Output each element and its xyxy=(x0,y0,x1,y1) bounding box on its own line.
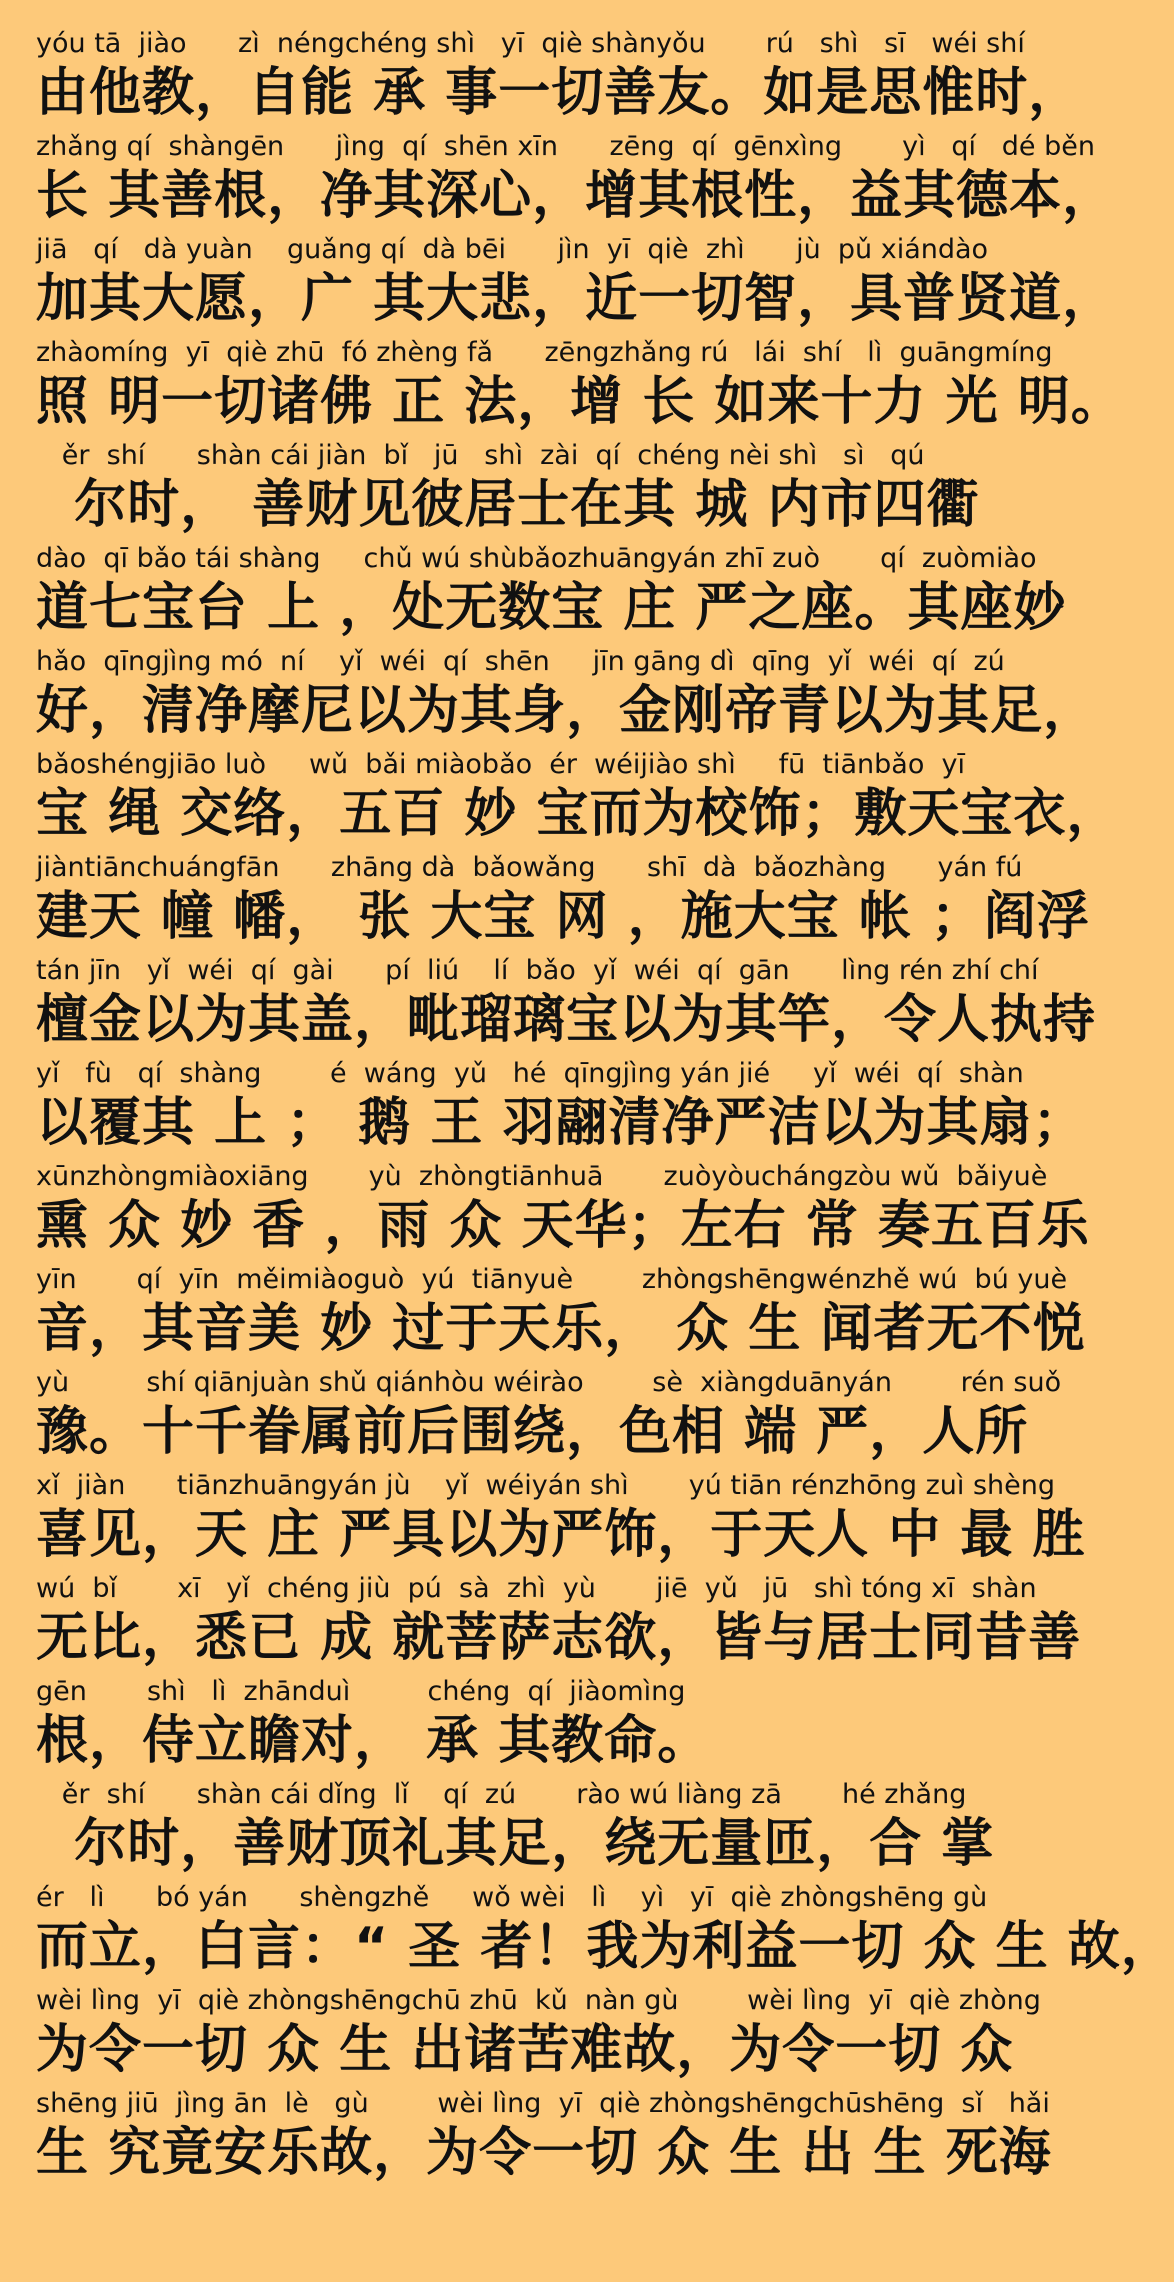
pinyin-annotation: ér lì bó yán shèngzhě wǒ wèi lì yì yī qiè zhòngshēng gù xyxy=(36,1882,988,1913)
chinese-text: 豫。十千眷属前后围绕，色相 端 严，人所 xyxy=(36,1402,1029,1462)
chinese-text: 加其大愿，广 其大悲，近一切智，具普贤道， xyxy=(36,269,1116,329)
text-line xyxy=(36,232,1116,335)
chinese-text: 宝 绳 交络，五百 妙 宝而为校饰；敷天宝衣， xyxy=(36,784,1120,844)
pinyin-annotation: tán jīn yǐ wéi qí gài pí liú lí bǎo yǐ wéi qí gān lìng rén zhí chí xyxy=(36,955,1039,986)
chinese-text: 道七宝台 上 ，处无数宝 庄 严之座。其座妙 xyxy=(36,578,1067,638)
pinyin-annotation: jiā qí dà yuàn guǎng qí dà bēi jìn yī qiè zhì jù pǔ xiándào xyxy=(36,234,989,265)
pinyin-annotation: zhǎng qí shàngēn jìng qí shēn xīn zēng qí gēnxìng yì qí dé běn xyxy=(36,131,1095,162)
chinese-text: 尔时， 善财见彼居士在其 城 内市四衢 xyxy=(36,475,980,535)
chinese-text: 由他教，自能 承 事一切善友。如是思惟时， xyxy=(36,63,1082,123)
text-line xyxy=(36,1983,1058,2086)
chinese-text: 建天 幢 幡， 张 大宝 网 ，施大宝 帐 ；阎浮 xyxy=(36,887,1090,947)
text-line xyxy=(36,1571,1082,1674)
text-line xyxy=(36,438,1058,541)
pinyin-annotation: bǎoshéngjiāo luò wǔ bǎi miàobǎo ér wéijiào shì fū tiānbǎo yī xyxy=(36,749,965,780)
pinyin-annotation: jiàntiānchuángfān zhāng dà bǎowǎng shī dà bǎozhàng yán fú xyxy=(36,852,1023,883)
chinese-text: 尔时，善财顶礼其足，绕无量匝，合 掌 xyxy=(36,1814,995,1874)
text-line xyxy=(36,644,1097,747)
pinyin-annotation: dào qī bǎo tái shàng chǔ wú shùbǎozhuāngyán zhī zuò qí zuòmiào xyxy=(36,543,1037,574)
chinese-text: 以覆其 上 ； 鹅 王 羽翮清净严洁以为其扇； xyxy=(36,1093,1086,1153)
pinyin-annotation: yǐ fù qí shàng é wáng yǔ hé qīngjìng yán jié yǐ wéi qí shàn xyxy=(36,1058,1024,1089)
text-line xyxy=(36,1056,1086,1159)
chinese-text: 熏 众 妙 香 ，雨 众 天华；左右 常 奏五百乐 xyxy=(36,1196,1090,1256)
text-line xyxy=(36,1880,1174,1983)
pinyin-annotation: wú bǐ xī yǐ chéng jiù pú sà zhì yù jiē yǔ jū shì tóng xī shàn xyxy=(36,1573,1037,1604)
pinyin-annotation: wèi lìng yī qiè zhòngshēngchū zhū kǔ nàn gù wèi lìng yī qiè zhòng xyxy=(36,1985,1041,2016)
pinyin-annotation: gēn shì lì zhānduì chéng qí jiàomìng xyxy=(36,1676,686,1707)
text-line xyxy=(36,1262,1086,1365)
text-line xyxy=(36,850,1090,953)
pinyin-annotation: ěr shí shàn cái dǐng lǐ qí zú rào wú liàng zā hé zhǎng xyxy=(36,1779,967,1810)
text-line xyxy=(36,1365,1062,1468)
text-line xyxy=(36,335,1124,438)
text-line xyxy=(36,953,1097,1056)
text-line xyxy=(36,129,1116,232)
chinese-text: 为令一切 众 生 出诸苦难故，为令一切 众 xyxy=(36,2020,1014,2080)
pinyin-annotation: xǐ jiàn tiānzhuāngyán jù yǐ wéiyán shì yú tiān rénzhōng zuì shèng xyxy=(36,1470,1055,1501)
chinese-text: 檀金以为其盖，毗瑠璃宝以为其竿，令人执持 xyxy=(36,990,1097,1050)
text-line xyxy=(36,1674,1058,1777)
pinyin-annotation: xūnzhòngmiàoxiāng yù zhòngtiānhuā zuòyòuchángzòu wǔ bǎiyuè xyxy=(36,1161,1048,1192)
pinyin-annotation: shēng jiū jìng ān lè gù wèi lìng yī qiè zhòngshēngchūshēng sǐ hǎi xyxy=(36,2088,1050,2119)
chinese-text: 而立，白言：“ 圣 者！我为利益一切 众 生 故， xyxy=(36,1917,1174,1977)
chinese-text: 根，侍立瞻对， 承 其教命。 xyxy=(36,1711,711,1771)
pinyin-annotation: yóu tā jiào zì néngchéng shì yī qiè shànyǒu rú shì sī wéi shí xyxy=(36,28,1025,59)
text-line xyxy=(36,1159,1090,1262)
pinyin-annotation: ěr shí shàn cái jiàn bǐ jū shì zài qí chéng nèi shì sì qú xyxy=(36,440,925,471)
chinese-text: 喜见，天 庄 严具以为严饰，于天人 中 最 胜 xyxy=(36,1505,1086,1565)
chinese-text: 照 明一切诸佛 正 法，增 长 如来十力 光 明。 xyxy=(36,372,1124,432)
chinese-text: 生 究竟安乐故，为令一切 众 生 出 生 死海 xyxy=(36,2123,1052,2183)
chinese-text: 好，清净摩尼以为其身，金刚帝青以为其足， xyxy=(36,681,1097,741)
text-line xyxy=(36,1468,1086,1571)
text-line xyxy=(36,26,1082,129)
pinyin-annotation: yīn qí yīn měimiàoguò yú tiānyuè zhòngshēngwénzhě wú bú yuè xyxy=(36,1264,1068,1295)
pinyin-annotation: yù shí qiānjuàn shǔ qiánhòu wéirào sè xiàngduānyán rén suǒ xyxy=(36,1367,1062,1398)
chinese-text: 长 其善根，净其深心，增其根性，益其德本， xyxy=(36,166,1116,226)
text-line xyxy=(36,541,1067,644)
text-line xyxy=(36,2086,1058,2189)
text-line xyxy=(36,747,1120,850)
chinese-text: 音，其音美 妙 过于天乐， 众 生 闻者无不悦 xyxy=(36,1299,1086,1359)
pinyin-annotation: zhàomíng yī qiè zhū fó zhèng fǎ zēngzhǎng rú lái shí lì guāngmíng xyxy=(36,337,1053,368)
pinyin-annotation: hǎo qīngjìng mó ní yǐ wéi qí shēn jīn gāng dì qīng yǐ wéi qí zú xyxy=(36,646,1005,677)
text-line xyxy=(36,1777,1058,1880)
chinese-text: 无比，悉已 成 就菩萨志欲，皆与居士同昔善 xyxy=(36,1608,1082,1668)
